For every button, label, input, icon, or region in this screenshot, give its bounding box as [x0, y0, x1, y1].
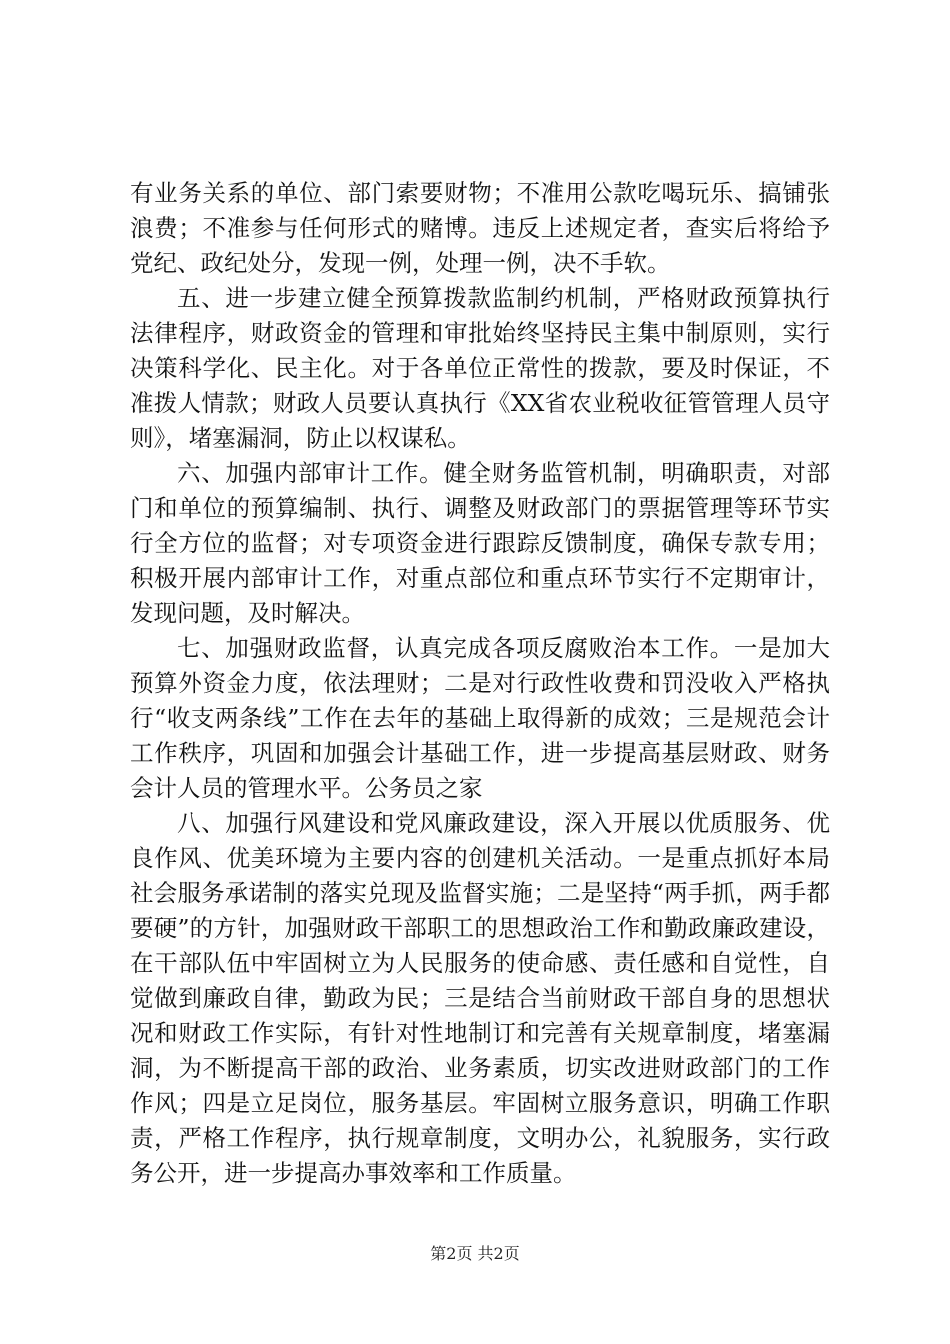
paragraph-section-7: 七、加强财政监督，认真完成各项反腐败治本工作。一是加大预算外资金力度，依法理财；二是对行政性收费和罚没收入严格执行“收支两条线”工作在去年的基础上取得新的成效；三是规范会计工作秩序，巩固和加强会计基础工作，进一步提高基层财政、财务会计人员的管理水平。公务员之家 [130, 634, 830, 802]
paragraph-section-6: 六、加强内部审计工作。健全财务监管机制，明确职责，对部门和单位的预算编制、执行、调整及财政部门的票据管理等环节实行全方位的监督；对专项资金进行跟踪反馈制度，确保专款专用；积极开展内部审计工作，对重点部位和重点环节实行不定期审计，发现问题，及时解决。 [130, 459, 830, 627]
paragraph-continuation: 有业务关系的单位、部门索要财物；不准用公款吃喝玩乐、搞铺张浪费；不准参与任何形式的赌博。违反上述规定者，查实后将给予党纪、政纪处分，发现一例，处理一例，决不手软。 [130, 179, 830, 277]
document-body [130, 176, 830, 1191]
page-number-footer: 第2页 共2页 [430, 1244, 520, 1263]
paragraph-section-5: 五、进一步建立健全预算拨款监制约机制，严格财政预算执行法律程序，财政资金的管理和审批始终坚持民主集中制原则，实行决策科学化、民主化。对于各单位正常性的拨款，要及时保证，不准拨人情款；财政人员要认真执行《XX省农业税收征管管理人员守则》，堵塞漏洞，防止以权谋私。 [130, 284, 830, 452]
paragraph-section-8: 八、加强行风建设和党风廉政建设，深入开展以优质服务、优良作风、优美环境为主要内容的创建机关活动。一是重点抓好本局社会服务承诺制的落实兑现及监督实施；二是坚持“两手抓，两手都要硬”的方针，加强财政干部职工的思想政治工作和勤政廉政建设，在干部队伍中牢固树立为人民服务的使命感、责任感和自觉性，自觉做到廉政自律，勤政为民；三是结合当前财政干部自身的思想状况和财政工作实际，有针对性地制订和完善有关规章制度，堵塞漏洞，为不断提高干部的政治、业务素质，切实改进财政部门的工作作风；四是立足岗位，服务基层。牢固树立服务意识，明确工作职责，严格工作程序，执行规章制度，文明办公，礼貌服务，实行政务公开，进一步提高办事效率和工作质量。 [130, 809, 830, 1187]
